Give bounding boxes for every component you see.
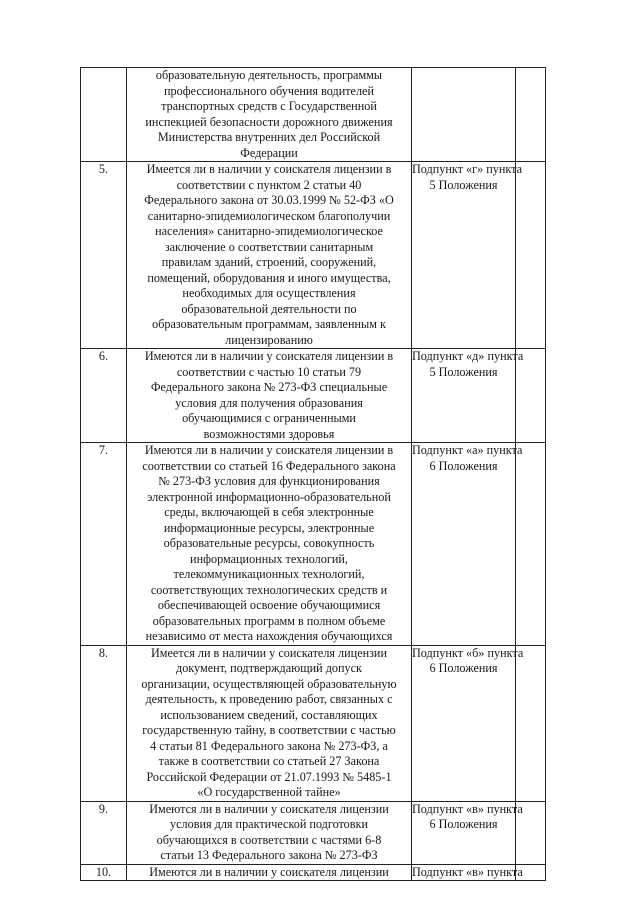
requirement-line: Министерства внутренних дел Российской — [157, 130, 381, 144]
table-row — [81, 68, 546, 162]
requirement-text — [127, 864, 412, 881]
table-row — [81, 443, 546, 646]
answer-cell — [516, 645, 546, 801]
requirement-line: Имеются ли в наличии у соискателя лицензии в — [144, 349, 394, 363]
requirement-line: Имеется ли в наличии у соискателя лицензии в — [146, 162, 392, 176]
requirement-line: Федерального закона № 273-ФЗ специальные — [150, 380, 388, 394]
requirement-line: информационные ресурсы, электронные — [163, 520, 375, 535]
requirement-text — [127, 645, 412, 801]
legal-reference — [412, 162, 523, 349]
requirement-line: возможностями здоровья — [203, 426, 335, 441]
requirement-line: образовательную деятельность, программы — [155, 68, 383, 82]
requirement-line: условия для получения образования — [175, 395, 363, 410]
requirement-line: обучающимися с ограниченными — [182, 411, 356, 425]
requirement-line: среды, включающей в себя электронные — [164, 505, 374, 519]
answer-cell — [516, 68, 546, 162]
table-row — [81, 801, 546, 864]
table-row — [81, 162, 546, 349]
table-row — [81, 864, 546, 881]
requirement-line: соответствии с пунктом 2 статьи 40 — [176, 177, 362, 192]
legal-reference — [412, 864, 523, 881]
requirement-line: соответствии со статьей 16 Федерального закона — [142, 458, 396, 473]
requirement-line: организации, осуществляющей образовательную — [141, 676, 397, 691]
reference-line: Подпункт «в» пункта — [412, 864, 523, 879]
reference-line: 6 Положения — [429, 817, 498, 831]
requirement-line: независимо от места нахождения обучающихся — [145, 629, 393, 643]
legal-reference — [412, 645, 524, 801]
requirement-line: образовательным программам, заявленным к — [152, 317, 386, 331]
requirement-line: электронной информационно-образовательной — [147, 489, 391, 504]
reference-line: Подпункт «б» пункта — [412, 645, 524, 660]
requirement-line: транспортных средств с Государственной — [161, 99, 377, 113]
requirement-line: обучающихся в соответствии с частями 6-8 — [156, 832, 382, 847]
requirement-line: Федерального закона от 30.03.1999 № 52-ФЗ «О — [144, 193, 394, 207]
requirement-line: также в соответствии со статьей 27 Закона — [158, 754, 380, 768]
row-number: 6. — [81, 349, 127, 443]
requirement-line: лицензированию — [225, 332, 313, 347]
requirement-line: деятельность, к проведению работ, связанных с — [145, 692, 393, 706]
row-number: 9. — [81, 801, 127, 864]
checklist-table — [80, 67, 546, 881]
reference-line: Подпункт «д» пункта — [412, 349, 524, 363]
requirement-line: использованием сведений, составляющих — [160, 707, 378, 722]
requirement-line: документ, подтверждающий допуск — [176, 661, 362, 675]
requirement-line: Имеются ли в наличии у соискателя лицензии в — [144, 443, 394, 457]
requirement-text — [127, 68, 412, 162]
requirement-line: заключение о соответствии санитарным — [164, 239, 374, 254]
requirement-line: образовательной деятельности по — [181, 301, 357, 316]
checklist-table-body — [81, 68, 546, 881]
reference-line: Подпункт «в» пункта — [412, 801, 523, 816]
requirement-line: профессионального обучения водителей — [164, 83, 374, 98]
requirement-line: Имеется ли в наличии у соискателя лицензии — [151, 645, 387, 660]
requirement-line: необходимых для осуществления — [182, 286, 356, 300]
requirement-line: Федерации — [240, 145, 298, 160]
requirement-text — [127, 162, 412, 349]
table-row — [81, 645, 546, 801]
requirement-line: санитарно-эпидемиологическом благополучии — [147, 208, 391, 223]
answer-cell — [516, 443, 546, 646]
row-number: 5. — [81, 162, 127, 349]
requirement-line: условия для практической подготовки — [170, 817, 368, 831]
requirement-text — [127, 349, 412, 443]
legal-reference — [412, 801, 523, 864]
requirement-line: образовательные ресурсы, совокупность — [163, 536, 375, 550]
requirement-line: соответствии с частью 10 статьи 79 — [176, 364, 362, 379]
legal-reference — [412, 443, 523, 646]
requirement-line: правилам зданий, строений, сооружений, — [161, 255, 377, 269]
reference-line: 5 Положения — [429, 364, 498, 379]
requirement-line: № 273-ФЗ условия для функционирования — [158, 474, 380, 488]
row-number: 10. — [81, 864, 127, 881]
requirement-line: инспекцией безопасности дорожного движения — [145, 114, 393, 129]
reference-line: 6 Положения — [429, 661, 498, 675]
legal-reference — [412, 68, 516, 162]
requirement-text — [127, 801, 412, 864]
requirement-line: образовательных программ в полном объеме — [152, 613, 386, 628]
requirement-line: 4 статьи 81 Федерального закона № 273-ФЗ, а — [150, 738, 388, 753]
reference-line: Подпункт «а» пункта — [412, 443, 523, 457]
requirement-line: телекоммуникационных технологий, — [173, 567, 365, 581]
requirement-line: Имеются ли в наличии у соискателя лицензии — [149, 864, 389, 879]
reference-line: Подпункт «г» пункта — [412, 162, 523, 176]
requirement-line: Имеются ли в наличии у соискателя лицензии — [149, 801, 389, 816]
requirement-line: «О государственной тайне» — [197, 785, 341, 799]
reference-line: 6 Положения — [429, 458, 498, 473]
requirement-line: государственную тайну, в соответствии с частью — [142, 723, 396, 737]
row-number — [81, 68, 127, 162]
legal-reference — [412, 349, 524, 443]
requirement-line: статьи 13 Федерального закона № 273-ФЗ — [160, 848, 378, 862]
requirement-line: Российской Федерации от 21.07.1993 № 5485-1 — [146, 769, 392, 784]
requirement-line: информационных технологий, — [190, 551, 348, 566]
answer-cell — [516, 162, 546, 349]
requirement-text — [127, 443, 412, 646]
row-number: 7. — [81, 443, 127, 646]
requirement-line: населения» санитарно-эпидемиологическое — [155, 224, 383, 238]
requirement-line: соответствующих технологических средств и — [150, 582, 388, 597]
requirement-line: помещений, оборудования и иного имущества, — [147, 270, 391, 285]
row-number: 8. — [81, 645, 127, 801]
reference-line: 5 Положения — [429, 177, 498, 192]
requirement-line: обеспечивающей освоение обучающимися — [157, 598, 381, 612]
table-row — [81, 349, 546, 443]
